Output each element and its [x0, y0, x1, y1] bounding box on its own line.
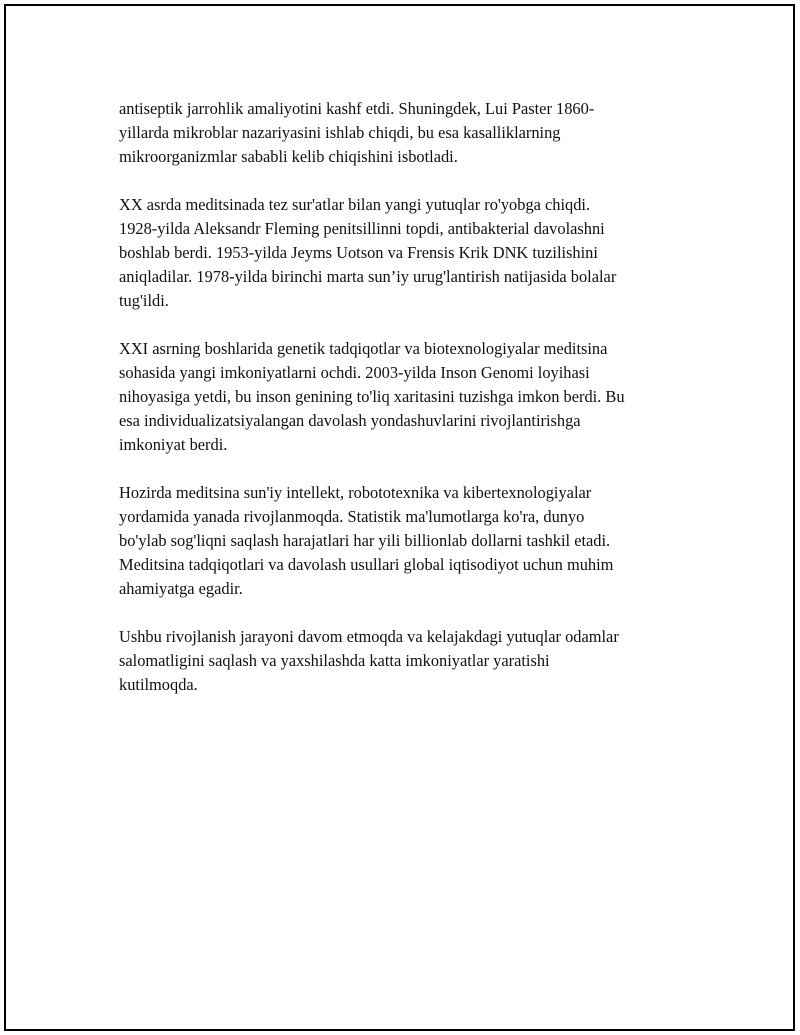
document-body — [119, 97, 699, 721]
paragraph-4: Hozirda meditsina sun'iy intellekt, robototexnika va kibertexnologiyalar yordamida yanada rivojlanmoqda. Statistik ma'lumotlarga ko'ra, dunyo bo'ylab sog'liqni saqlash harajatlari har yili billionlab dollarni tashkil etadi. Meditsina tadqiqotlari va davolash usullari global iqtisodiyot uchun muhim ahamiyatga egadir. — [119, 483, 614, 598]
paragraph-5: Ushbu rivojlanish jarayoni davom etmoqda va kelajakdagi yutuqlar odamlar salomatligini saqlash va yaxshilashda katta imkoniyatlar yaratishi kutilmoqda. — [119, 627, 619, 694]
paragraph-1: antiseptik jarrohlik amaliyotini kashf etdi. Shuningdek, Lui Paster 1860- yillarda mikroblar nazariyasini ishlab chiqdi, bu esa kasalliklarning mikroorganizmlar sababli kelib chiqishini isbotladi. — [119, 99, 595, 166]
page-frame — [4, 4, 795, 1031]
paragraph-3: XXI asrning boshlarida genetik tadqiqotlar va biotexnologiyalar meditsina sohasida yangi imkoniyatlarni ochdi. 2003-yilda Inson Genomi loyihasi nihoyasiga yetdi, bu inson genining to'liq xaritasini tuzishga imkon berdi. Bu esa individualizatsiyalangan davolash yondashuvlarini rivojlantirishga imkoniyat berdi. — [119, 339, 625, 454]
paragraph-2: XX asrda meditsinada tez sur'atlar bilan yangi yutuqlar ro'yobga chiqdi. 1928-yilda Aleksandr Fleming penitsillinni topdi, antibakterial davolashni boshlab berdi. 1953-yilda Jeyms Uotson va Frensis Krik DNK tuzilishini aniqladilar. 1978-yilda birinchi marta sun’iy urug'lantirish natijasida bolalar tug'ildi. — [119, 195, 617, 310]
